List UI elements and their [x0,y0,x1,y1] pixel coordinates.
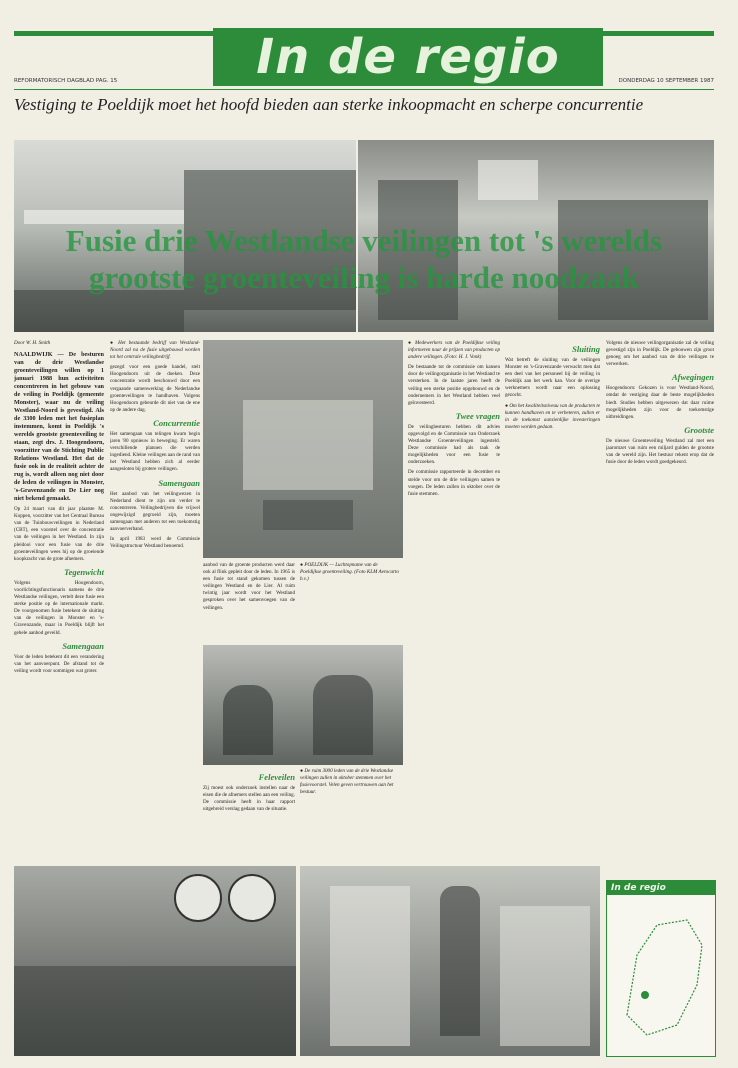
column-4-text-b: Wat betreft de sluiting van de veilingen Monster en 's-Gravenzande verwacht men dat een deel van het personeel bij de veiling in Poeldijk aan het werk kan. Voor de overige werknemers wordt naar een oplossing gezocht. [505,357,600,399]
headline-line-2: grootste groenteveiling is harde noodzaak [89,260,639,295]
netherlands-map-icon [607,895,713,1050]
article-lead: NAALDWIJK — De besturen van de drie Westlandse groenteveilingen willen op 1 januari 1988 hun activiteiten concentreren in het gebouw van de veiling in Poeldijk (gemeente Monster), waar nu de veiling Westland-Noord is gevestigd. Als de 3300 leden met het fusieplan instemmen, komt in Poeldijk 's werelds grootste groenteveiling te staan, zegt drs. J. Hoogendoorn, voorzitter van de Stichting Public Relations Westland. Het dat de fusie ook in de realiteit achter de rug is, wordt alleen nog niet door de leden de veilingen in Monster, 's-Gravenzande en De Lier nog niet bekend gemaakt. [14,351,104,503]
column-2 [110,340,200,850]
subhead-tegenwicht: Tegenwicht [64,566,104,577]
column-2-text-d: In april 1983 werd de Commissie Veilingstructuur Westland benoemd. [110,536,200,550]
caption-members: ● Medewerkers van de Poeldijkse veiling informeren naar de prijzen van producten op andere veilingen. (Foto: H. J. Vonk) [408,340,500,361]
caption-intro: ● Het bestaande bedrijf van Westland-Noord zal na de fusie uitgebouwd worden tot het centrale veilingbedrijf. [110,340,200,361]
subhead-samengaan: Samengaan [158,477,200,488]
column-3 [203,562,295,642]
column-3b [203,768,295,863]
column-4-text-c: De commissie rapporteerde in december en stelde voor om de drie veilingen samen te voegen. De leden zullen in oktober over de fusie stemmen. [408,469,500,497]
column-4 [408,340,500,860]
photo-auction-hall [14,866,296,1056]
column-6-text-c: De nieuwe Groenteveiling Westland zal met een jaaromzet van ruim een miljard gulden de grootste van de wereld zijn. Het bestuur rekent erop dat de fusie door de leden wordt goedgekeurd. [606,437,714,466]
subhead-sluiting: Sluiting [572,344,600,354]
column-3-text-c: De veilingbesturen hebben dit advies opgevolgd en de Commissie van Onderzoek Westlandse Groenteveilingen ingesteld. Deze commissie had als taak de mogelijkheden voor een fusie te onderzoeken. [408,423,500,466]
dateline-left: REFORMATORISCH DAGBLAD PAG. 15 [14,78,118,84]
column-1-text-c: Voor de leden betekent dit een verandering van het aanvoerpunt. De afstand tot de veiling wordt voor sommigen wat groter. [14,653,104,674]
column-3-text-b: Zij moest ook onderzoek instellen naar de eisen die de afnemers stellen aan een veiling. De commissie heeft in haar rapport uitgebreid verslag gedaan van de situatie. [203,785,295,813]
article-kicker: Vestiging te Poeldijk moet het hoofd bieden aan sterke inkoopmacht en scherpe concurrentie [14,95,644,114]
column-2-text-b: Het samengaan van telingen kwam begin jaren '80 opnieuw in beweging. Er waren verschillende plannen die werden ingediend. Kleine veilingen aan de rand van het Westland hebben zich al eerder aangesloten bij grotere veilingen. [110,430,200,473]
column-1-text: Op 24 maart van dit jaar plaatste M. Koppen, voorzitter van het Centraal Bureau van de Tuinbouwveilingen in Nederland (CBT), een voorstel over de concentratie van de veilingen in het Westland. In zijn pleidooi voor een fusie van de drie groenteveilingen wees hij op de groeiende koopkracht van de grote afnemers. [14,506,104,562]
byline: Door W. H. Smith [14,340,51,346]
column-6-text-b: Hoogendoorn: Gekozen is voor Westland-Noord, omdat de vestiging daar de beste mogelijkheden biedt. Studies hebben uitgewezen dat daar ruime mogelijkheden zijn voor de toekomstige uitbreidingen. [606,385,714,420]
column-6-text: Volgens de nieuwe veilingorganisatie zal de veiling gevestigd zijn in Poeldijk. De gebouwen zijn groot genoeg om het aanbod van de drie veilingen te verwerken. [606,340,714,368]
column-2-text-c: Het aanbod van het veilingwezen in Nederland dient te zijn om verder te concentreren. Veilingbedrijven die vrijwel ongewijzigd gegroeid zijn, moeten samengaan met anderen tot een toekomstig aanvoerverband. [110,490,200,532]
photo-meeting [203,645,403,765]
masthead-bottom-rule [14,89,714,90]
article-headline [14,222,714,296]
column-6 [606,340,714,870]
caption-clock: ● Om het kwaliteitsniveau van de producten te kunnen handhaven en te verbeteren, zullen er in de toekomst aanzienlijke investeringen moeten worden gedaan. [505,402,600,430]
column-3-text: aanbod van de groente producten werd daar ook al flink gepleit door de leden. In 1965 is een fusie tot stand gekomen tussen de veilingen Westland en de Lier. Al ruim twintig jaar wordt voor het Westland gesproken over het samenvoegen van de veilingen. [203,562,295,611]
column-2-text: gezegd voor een goede handel, stelt Hoogendoorn uit de doeken. Deze concentratie wordt beschouwd door een vergaande samenwerking de Nederlandse groenteveilingen te handhaven. Volgens Hoogendoorn gebeurde dit niet van de ene op de andere dag. [110,364,200,413]
photo-crates [300,866,600,1056]
headline-line-1: Fusie drie Westlandse veilingen tot 's werelds [65,223,663,258]
column-1-text-b: Volgens Hoogendoorn, voorlichtingsfunctionaris namens de drie Westlandse veilingen, vertelt deze fusie een sterke positie op de internationale markt. De voorgenomen fusie betekent de sluiting van de veilingen in Monster en 's-Gravenzande, maar in Poeldijk blijft het gehele aanbod geveild. [14,579,104,636]
subhead-grootste: Grootste [684,424,714,435]
regio-map-box [606,880,716,1057]
caption-aerial: ● POELDIJK — Luchtopname van de Poeldijkse groenteveiling. (Foto KLM Aerocarto b.v.) [300,562,399,582]
masthead-title: In de regio [256,29,560,85]
subhead-concurrentie: Concurrentie [153,417,200,428]
caption-meeting: ● De ruim 3000 leden van de drie Westlandse veilingen zullen in oktober stemmen over het fusievoorstel. Velen geven vertrouwen aan het bestuur. [300,768,394,795]
subhead-twee-vragen: Twee vragen [455,410,500,421]
column-4-text: De bestaande tot de commissie om kansen door de veilingorganisatie in het Westland te versterken. In de laatste jaren heeft de veiling een sterke positie opgebouwd en de ondernemers in het Westland hebben veel geïnvesteerd. [408,364,500,406]
regio-box-title: In de regio [607,881,715,895]
subhead-feleveilen: Feleveilen [258,772,295,782]
column-5 [505,340,600,860]
subhead-samengaan-1: Samengaan [62,640,104,651]
dateline-right: DONDERDAG 10 SEPTEMBER 1987 [618,78,714,84]
column-1 [14,340,104,850]
photo-aerial [203,340,403,558]
dateline [14,78,714,87]
subhead-afwegingen: Afwegingen [671,372,714,383]
